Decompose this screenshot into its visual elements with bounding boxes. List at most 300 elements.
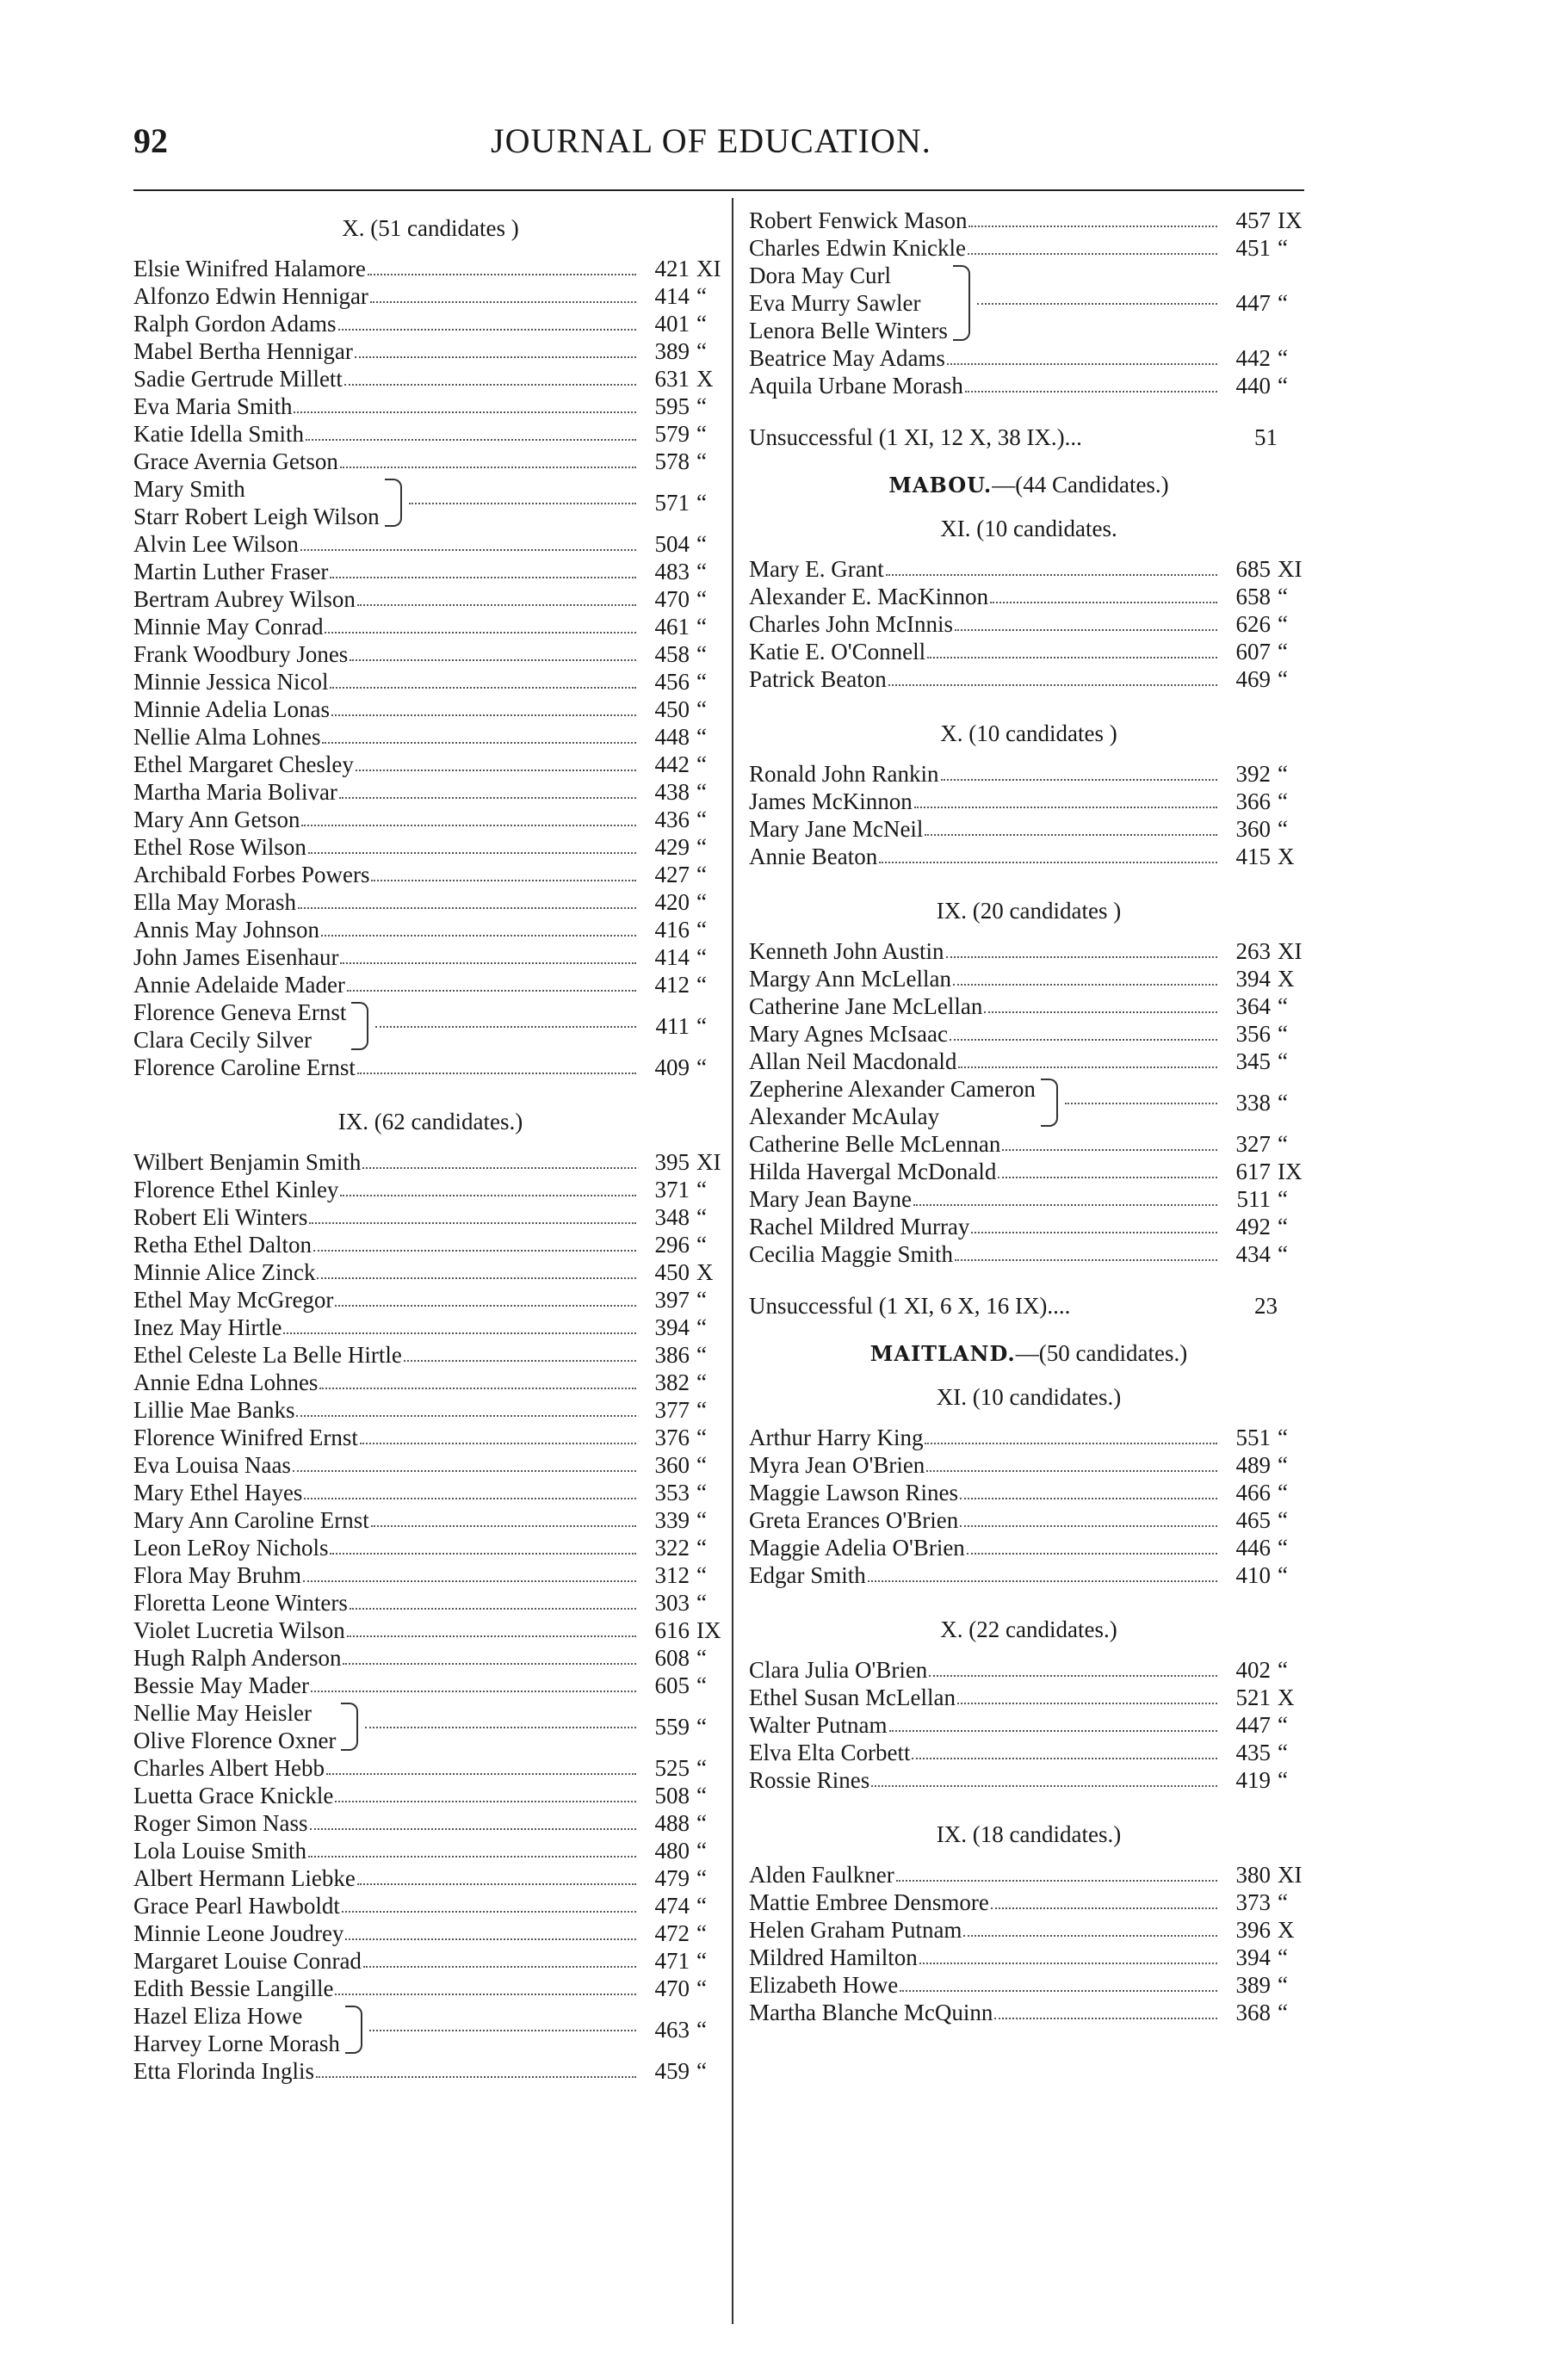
candidate-row — [133, 1864, 727, 1892]
grade-section-heading: X. (10 candidates ) — [940, 720, 1117, 746]
candidate-list — [749, 555, 1309, 693]
summary-text: Unsuccessful (1 XI, 6 X, 16 IX).... — [749, 1293, 1071, 1319]
candidate-score: 617 — [1235, 1159, 1271, 1184]
candidate-name: James McKinnon — [749, 788, 913, 814]
candidate-score: 459 — [654, 2058, 690, 2084]
dot-leader — [308, 1855, 636, 1858]
dot-leader — [957, 1702, 1217, 1704]
dot-leader — [308, 851, 636, 854]
candidate-list — [749, 937, 1309, 1268]
candidate-row — [749, 610, 1309, 638]
candidate-score: 360 — [1235, 816, 1271, 842]
candidate-name: Myra Jean O'Brien — [749, 1452, 925, 1478]
candidate-name: Mattie Embree Densmore — [749, 1889, 989, 1915]
dot-leader — [927, 656, 1217, 658]
candidate-name: Elsie Winifred Halamore — [133, 256, 366, 281]
candidate-row — [749, 760, 1309, 788]
candidate-score: 394 — [1235, 966, 1271, 992]
dot-leader — [300, 548, 636, 551]
candidate-grade: “ — [696, 1714, 707, 1740]
candidate-grade: “ — [696, 1810, 707, 1836]
summary-text: Unsuccessful (1 XI, 12 X, 38 IX.)... — [749, 424, 1082, 450]
candidate-grade: “ — [696, 1645, 707, 1671]
candidate-grade: “ — [1278, 993, 1288, 1019]
candidate-row — [749, 788, 1309, 815]
candidate-row — [133, 916, 727, 943]
dot-leader — [347, 989, 636, 992]
candidate-name: Ethel Susan McLellan — [749, 1685, 956, 1710]
candidate-name: Margaret Louise Conrad — [133, 1948, 362, 1974]
candidate-row — [133, 1644, 727, 1672]
candidate-row — [133, 723, 727, 751]
candidate-grade: X — [1278, 966, 1295, 992]
candidate-row — [133, 1809, 727, 1837]
candidate-score: 471 — [654, 1948, 690, 1974]
candidate-row — [133, 1203, 727, 1231]
tied-names — [133, 998, 346, 1054]
candidate-score: 416 — [654, 917, 690, 943]
candidate-grade: “ — [696, 1204, 707, 1230]
candidate-grade: “ — [696, 889, 707, 915]
dot-leader — [330, 1552, 636, 1555]
candidate-row — [749, 344, 1309, 372]
dot-leader — [971, 1231, 1217, 1233]
candidate-grade: XI — [696, 256, 721, 281]
summary-count: 23 — [1254, 1293, 1278, 1319]
candidate-grade: “ — [696, 393, 707, 419]
candidate-grade: “ — [1278, 1021, 1288, 1047]
candidate-grade: “ — [696, 1865, 707, 1891]
candidate-row — [133, 1782, 727, 1809]
candidate-grade: “ — [1278, 1972, 1288, 1998]
grade-section-heading: IX. (20 candidates ) — [936, 898, 1122, 924]
candidate-row — [133, 1396, 727, 1424]
candidate-row — [133, 393, 727, 420]
candidate-grade: “ — [696, 1948, 707, 1974]
dot-leader — [357, 1882, 636, 1885]
dot-leader — [926, 1469, 1217, 1472]
candidate-row — [133, 337, 727, 365]
candidate-row — [133, 751, 727, 778]
candidate-score: 434 — [1235, 1241, 1271, 1267]
candidate-name: Ethel May McGregor — [133, 1287, 334, 1313]
candidate-grade: X — [696, 366, 714, 392]
candidate-grade: “ — [1278, 761, 1288, 787]
candidate-score: 392 — [1235, 761, 1271, 787]
dot-leader — [313, 1249, 636, 1252]
candidate-row — [133, 255, 727, 282]
candidate-score: 571 — [654, 490, 690, 516]
candidate-name: Zepherine Alexander Cameron — [749, 1076, 1036, 1102]
candidate-row — [749, 372, 1309, 399]
candidate-row — [749, 937, 1309, 965]
candidate-name: Walter Putnam — [749, 1712, 888, 1738]
dot-leader — [409, 502, 636, 504]
dot-leader — [886, 573, 1217, 576]
candidate-name: Maggie Adelia O'Brien — [749, 1535, 965, 1561]
dot-leader — [355, 355, 636, 358]
dot-leader — [294, 411, 636, 413]
candidate-row — [749, 1999, 1309, 2026]
candidate-name: Wilbert Benjamin Smith — [133, 1149, 362, 1175]
candidate-name: Grace Pearl Hawboldt — [133, 1893, 340, 1919]
candidate-name: Mary Ann Caroline Ernst — [133, 1507, 369, 1533]
candidate-score: 479 — [654, 1865, 690, 1891]
candidate-name: Margy Ann McLellan — [749, 966, 951, 992]
place-count: —(44 Candidates.) — [992, 472, 1169, 498]
candidate-score: 414 — [654, 283, 690, 309]
candidate-score: 312 — [654, 1562, 690, 1588]
dot-leader — [994, 2017, 1217, 2019]
candidate-grade: “ — [1278, 1131, 1288, 1157]
brace-mark — [1041, 1079, 1058, 1127]
dot-leader — [347, 1635, 636, 1637]
candidate-grade: XI — [1278, 1862, 1303, 1888]
tied-candidates-row — [133, 1699, 727, 1754]
page-number: 92 — [133, 121, 168, 160]
candidate-score: 394 — [1235, 1944, 1271, 1970]
candidate-score: 450 — [654, 1259, 690, 1285]
dot-leader — [357, 1072, 636, 1074]
candidate-name: Sadie Gertrude Millett — [133, 366, 343, 392]
candidate-name: Katie E. O'Connell — [749, 639, 926, 665]
candidate-name: Mary Ann Getson — [133, 807, 300, 832]
candidate-score: 421 — [654, 256, 690, 281]
candidate-score: 470 — [654, 1975, 690, 2001]
candidate-row — [749, 1020, 1309, 1048]
candidate-name: Starr Robert Leigh Wilson — [133, 504, 380, 529]
candidate-score: 366 — [1235, 788, 1271, 814]
candidate-grade: “ — [1278, 1535, 1288, 1561]
candidate-grade: “ — [1278, 1507, 1288, 1533]
candidate-row — [133, 1534, 727, 1561]
candidate-row — [133, 613, 727, 640]
candidate-row — [133, 778, 727, 806]
candidate-name: Robert Fenwick Mason — [749, 207, 968, 233]
candidate-name: Floretta Leone Winters — [133, 1590, 348, 1616]
candidate-name: Frank Woodbury Jones — [133, 641, 349, 667]
candidate-grade: IX — [696, 1617, 721, 1643]
candidate-name: Catherine Jane McLellan — [749, 993, 983, 1019]
candidate-name: Annie Edna Lohnes — [133, 1369, 319, 1395]
candidate-name: Ethel Rose Wilson — [133, 834, 306, 860]
candidate-row — [133, 530, 727, 558]
candidate-grade: IX — [1278, 1159, 1303, 1184]
candidate-row — [133, 1506, 727, 1534]
dot-leader — [350, 1607, 636, 1610]
dot-leader — [296, 1414, 636, 1417]
candidate-score: 410 — [1235, 1562, 1271, 1588]
candidate-grade: “ — [1278, 788, 1288, 814]
dot-leader — [356, 769, 636, 771]
candidate-score: 488 — [654, 1810, 690, 1836]
candidate-name: Leon LeRoy Nichols — [133, 1535, 329, 1561]
candidate-score: 470 — [654, 586, 690, 612]
dot-leader — [925, 833, 1217, 836]
candidate-grade: “ — [696, 1452, 707, 1478]
candidate-row — [133, 640, 727, 668]
candidate-grade: “ — [696, 641, 707, 667]
candidate-list — [749, 760, 1309, 870]
candidate-name: Mary Smith — [133, 476, 245, 502]
dot-leader — [953, 983, 1217, 986]
candidate-grade: “ — [696, 1177, 707, 1202]
candidate-score: 402 — [1235, 1657, 1271, 1683]
candidate-row — [749, 1656, 1309, 1684]
candidate-name: Etta Florinda Inglis — [133, 2058, 314, 2084]
candidate-grade: “ — [1278, 1214, 1288, 1239]
candidate-row — [133, 1054, 727, 1081]
dot-leader — [941, 778, 1218, 781]
candidate-grade: XI — [1278, 938, 1303, 964]
grade-section-heading: XI. (10 candidates.) — [936, 1384, 1122, 1410]
candidate-score: 465 — [1235, 1507, 1271, 1533]
candidate-name: Edgar Smith — [749, 1562, 866, 1588]
dot-leader — [371, 879, 636, 881]
candidate-grade: “ — [696, 1232, 707, 1258]
candidate-score: 303 — [654, 1590, 690, 1616]
candidate-row — [133, 1589, 727, 1617]
candidate-grade: IX — [1278, 207, 1303, 233]
candidate-list — [749, 207, 1309, 399]
candidate-grade: “ — [696, 448, 707, 474]
dot-leader — [363, 1965, 636, 1968]
candidate-name: Martin Luther Fraser — [133, 559, 329, 584]
candidate-grade: “ — [696, 1783, 707, 1808]
dot-leader — [404, 1359, 636, 1362]
candidate-grade: “ — [1278, 1048, 1288, 1074]
tied-candidates-row — [133, 475, 727, 530]
dot-leader — [301, 824, 636, 826]
candidate-score: 353 — [654, 1480, 690, 1505]
candidate-grade: “ — [696, 1342, 707, 1368]
dot-leader — [331, 714, 636, 716]
candidate-score: 397 — [654, 1287, 690, 1313]
candidate-name: Roger Simon Nass — [133, 1810, 308, 1836]
candidate-name: Mildred Hamilton — [749, 1944, 918, 1970]
candidate-row — [749, 1861, 1309, 1889]
dot-leader — [371, 1524, 636, 1527]
candidate-name: Mary Jean Bayne — [749, 1186, 912, 1212]
candidate-name: Annie Beaton — [749, 844, 878, 869]
dot-leader — [317, 1277, 636, 1279]
candidate-score: 415 — [1235, 844, 1271, 869]
dot-leader — [968, 225, 1217, 227]
candidate-grade: “ — [1278, 1186, 1288, 1212]
dot-leader — [344, 383, 636, 386]
dot-leader — [947, 362, 1217, 365]
candidate-grade: “ — [1278, 290, 1288, 316]
dot-leader — [335, 1304, 636, 1307]
dot-leader — [340, 466, 636, 468]
candidate-grade: “ — [1278, 1452, 1288, 1478]
candidate-score: 427 — [654, 862, 690, 887]
dot-leader — [322, 741, 636, 744]
candidate-score: 389 — [654, 338, 690, 364]
candidate-row — [133, 1258, 727, 1286]
candidate-score: 322 — [654, 1535, 690, 1561]
dot-leader — [963, 1934, 1217, 1937]
candidate-score: 685 — [1235, 556, 1271, 582]
dot-leader — [375, 1025, 636, 1028]
candidate-grade: XI — [1278, 556, 1303, 582]
candidate-name: Robert Eli Winters — [133, 1204, 308, 1230]
candidate-name: Alexander E. MacKinnon — [749, 584, 989, 609]
candidate-grade: “ — [696, 283, 707, 309]
candidate-name: Mary Ethel Hayes — [133, 1480, 303, 1505]
candidate-grade: “ — [1278, 1562, 1288, 1588]
tied-names — [749, 262, 948, 344]
candidate-row — [133, 1672, 727, 1699]
candidate-name: Charles John McInnis — [749, 611, 953, 637]
unsuccessful-summary — [749, 1292, 1309, 1320]
dot-leader — [342, 1910, 636, 1913]
candidate-score: 338 — [1235, 1090, 1271, 1116]
candidate-name: Violet Lucretia Wilson — [133, 1617, 345, 1643]
candidate-row — [133, 365, 727, 393]
place-name: MAITLAND. — [869, 1341, 1016, 1366]
candidate-row — [133, 585, 727, 613]
candidate-list — [749, 1656, 1309, 1794]
place-count: —(50 candidates.) — [1015, 1340, 1188, 1366]
dot-leader — [338, 328, 637, 331]
dot-leader — [946, 955, 1218, 958]
candidate-row — [133, 888, 727, 916]
dot-leader — [912, 1757, 1217, 1759]
candidate-name: Minnie Jessica Nicol — [133, 669, 329, 695]
dot-leader — [319, 1387, 636, 1389]
grade-section-heading: XI. (10 candidates. — [940, 516, 1117, 541]
candidate-row — [133, 1286, 727, 1314]
column-divider — [732, 198, 733, 2324]
dot-leader — [965, 390, 1217, 393]
dot-leader — [304, 1497, 636, 1499]
candidate-grade: “ — [696, 1975, 707, 2001]
grade-section-heading: IX. (62 candidates.) — [337, 1109, 523, 1134]
candidate-row — [133, 971, 727, 998]
candidate-score: 420 — [654, 889, 690, 915]
candidate-score: 504 — [654, 531, 690, 557]
candidate-row — [133, 1975, 727, 2002]
candidate-score: 409 — [654, 1054, 690, 1080]
candidate-score: 296 — [654, 1232, 690, 1258]
candidate-score: 447 — [1235, 1712, 1271, 1738]
candidate-name: Beatrice May Adams — [749, 345, 945, 371]
summary-count: 51 — [1254, 424, 1278, 450]
candidate-row — [749, 1711, 1309, 1739]
candidate-grade: “ — [1278, 1740, 1288, 1765]
candidate-score: 442 — [1235, 345, 1271, 371]
unsuccessful-summary — [749, 423, 1309, 451]
dot-leader — [310, 1827, 637, 1830]
candidate-name: Hilda Havergal McDonald — [749, 1159, 997, 1184]
candidate-score: 411 — [655, 1013, 690, 1039]
candidate-grade: “ — [1278, 373, 1288, 399]
candidate-grade: X — [1278, 844, 1295, 869]
journal-title: JOURNAL OF EDUCATION. — [491, 121, 931, 160]
candidate-grade: “ — [1278, 345, 1288, 371]
dot-leader — [879, 861, 1217, 863]
brace-mark — [953, 265, 970, 341]
candidate-list — [133, 255, 727, 1081]
candidate-row — [749, 1889, 1309, 1916]
candidate-row — [133, 1617, 727, 1644]
candidate-row — [133, 448, 727, 475]
candidate-grade: “ — [1278, 1767, 1288, 1793]
candidate-grade: “ — [696, 807, 707, 832]
dot-leader — [913, 1203, 1217, 1206]
candidate-grade: “ — [1278, 1480, 1288, 1505]
dot-leader — [311, 1690, 636, 1692]
candidate-row — [749, 1158, 1309, 1185]
candidate-grade: X — [696, 1259, 714, 1285]
dot-leader — [967, 1552, 1217, 1555]
grade-section-heading: X. (22 candidates.) — [940, 1617, 1117, 1642]
dot-leader — [309, 1221, 636, 1224]
dot-leader — [326, 1772, 636, 1775]
dot-leader — [958, 1066, 1217, 1068]
dot-leader — [339, 796, 636, 799]
candidate-score: 394 — [654, 1314, 690, 1340]
candidate-row — [133, 1892, 727, 1919]
candidate-score: 448 — [654, 724, 690, 750]
candidate-row — [749, 843, 1309, 870]
place-heading — [749, 468, 1309, 502]
dot-leader — [370, 300, 636, 303]
candidate-score: 469 — [1235, 666, 1271, 692]
candidate-name: Ella May Morash — [133, 889, 296, 915]
candidate-score: 579 — [654, 421, 690, 447]
candidate-name: Alexander McAulay — [749, 1103, 940, 1129]
candidate-row — [133, 1314, 727, 1341]
candidate-score: 521 — [1235, 1685, 1271, 1710]
candidate-score: 446 — [1235, 1535, 1271, 1561]
candidate-name: Martha Blanche McQuinn — [749, 2000, 993, 2025]
dot-leader — [998, 1176, 1217, 1178]
candidate-row — [749, 1213, 1309, 1240]
candidate-score: 451 — [1235, 235, 1271, 261]
candidate-score: 435 — [1235, 1740, 1271, 1765]
candidate-grade: “ — [696, 1287, 707, 1313]
candidate-row — [749, 965, 1309, 992]
candidate-name: Mary E. Grant — [749, 556, 884, 582]
candidate-list — [133, 1148, 727, 2085]
candidate-row — [749, 1944, 1309, 1971]
dot-leader — [360, 1442, 636, 1444]
candidate-row — [749, 1185, 1309, 1213]
dot-leader — [283, 1332, 636, 1334]
candidate-grade: “ — [1278, 1241, 1288, 1267]
grade-section-heading: IX. (18 candidates.) — [936, 1821, 1122, 1847]
candidate-score: 382 — [654, 1369, 690, 1395]
candidate-name: Lillie Mae Banks — [133, 1397, 295, 1423]
candidate-score: 461 — [654, 614, 690, 640]
candidate-score: 327 — [1235, 1131, 1271, 1157]
candidate-score: 360 — [654, 1452, 690, 1478]
candidate-grade: “ — [696, 917, 707, 943]
candidate-grade: “ — [696, 1672, 707, 1698]
candidate-row — [133, 1451, 727, 1479]
candidate-score: 438 — [654, 779, 690, 805]
candidate-grade: “ — [696, 1397, 707, 1423]
candidate-grade: “ — [1278, 1712, 1288, 1738]
candidate-grade: “ — [1278, 584, 1288, 609]
dot-leader — [321, 934, 636, 937]
dot-leader — [929, 1674, 1217, 1677]
dot-leader — [350, 658, 636, 661]
candidate-row — [133, 1341, 727, 1369]
candidate-row — [133, 282, 727, 310]
